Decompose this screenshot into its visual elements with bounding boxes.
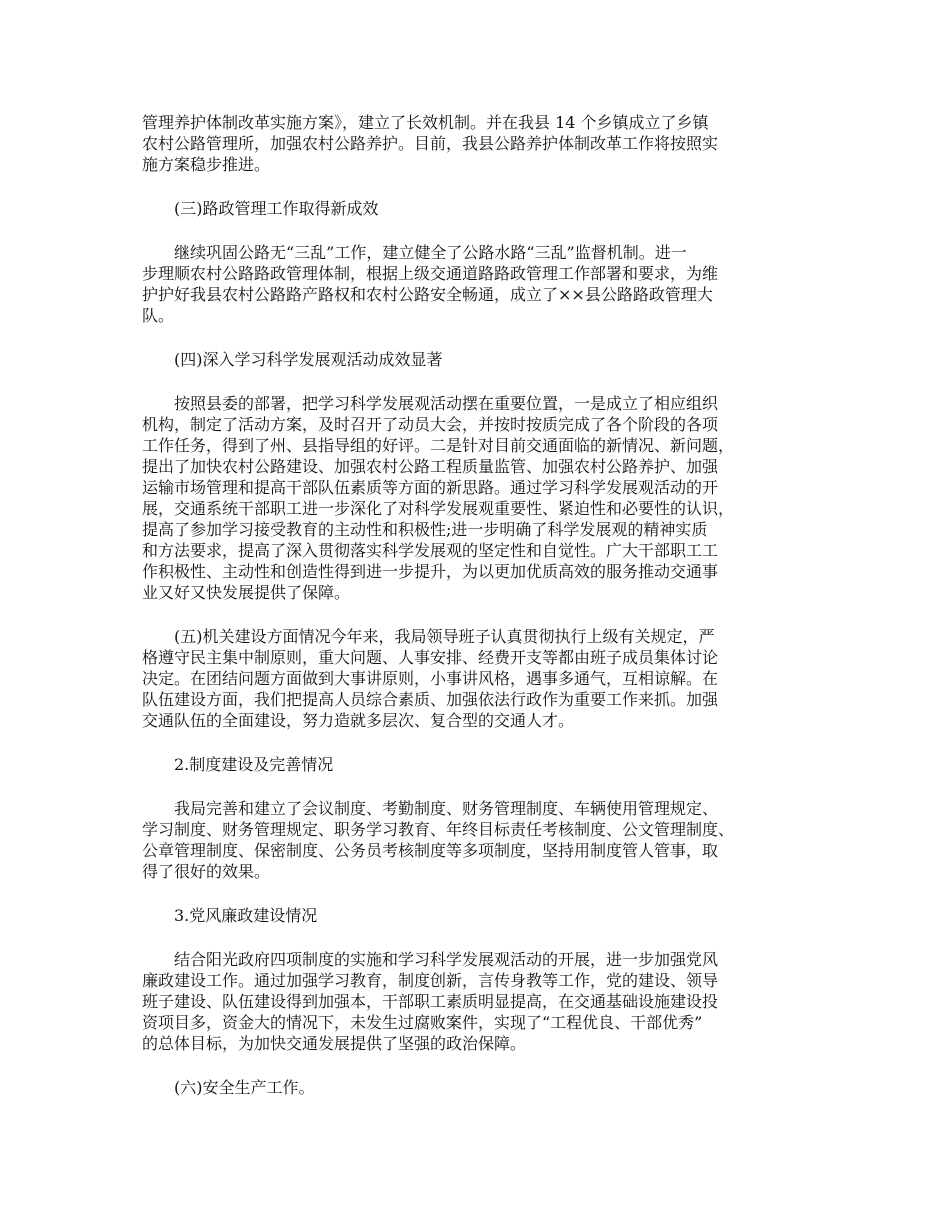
text-line: 队伍建设方面，我们把提高人员综合素质、加强依法行政作为重要工作来抓。加强: [142, 690, 719, 709]
section-heading-3: [142, 198, 822, 219]
text-line: 结合阳光政府四项制度的实施和学习科学发展观活动的开展，进一步加强党风: [174, 950, 719, 969]
heading-text: 2.制度建设及完善情况: [174, 755, 334, 774]
text-line: (五)机关建设方面情况今年来，我局领导班子认真贯彻执行上级有关规定，严: [174, 627, 715, 646]
text-line: 施方案稳步推进。: [142, 155, 271, 174]
text-line: 展，交通系统干部职工进一步深化了对科学发展观重要性、紧迫性和必要性的认识，: [142, 499, 735, 518]
heading-text: (六)安全生产工作。: [174, 1078, 315, 1097]
text-line: 作积极性、主动性和创造性得到进一步提升，为以更加优质高效的服务推动交通事: [142, 562, 719, 581]
text-line: 农村公路管理所，加强农村公路养护。目前，我县公路养护体制改革工作将按照实: [142, 134, 719, 153]
text-line: 队。: [142, 306, 175, 325]
paragraph-road-admin: [142, 242, 822, 326]
paragraph-1: [142, 112, 822, 175]
text-line: 提出了加快农村公路建设、加强农村公路工程质量监管、加强农村公路养护、加强: [142, 457, 719, 476]
section-heading-4: [142, 349, 822, 370]
paragraph-organ-building: [142, 626, 822, 731]
text-line: 按照县委的部署，把学习科学发展观活动摆在重要位置，一是成立了相应组织: [174, 394, 719, 413]
text-line: 管理养护体制改革实施方案》，建立了长效机制。并在我县 14 个乡镇成立了乡镇: [142, 113, 709, 132]
text-line: 班子建设、队伍建设得到加强本，干部职工素质明显提高，在交通基础设施建设投: [142, 992, 719, 1011]
text-line: 护护好我县农村公路路产路权和农村公路安全畅通，成立了××县公路路政管理大: [142, 285, 713, 304]
text-line: 学习制度、财务管理规定、职务学习教育、年终目标责任考核制度、公文管理制度、: [142, 820, 735, 839]
heading-text: (三)路政管理工作取得新成效: [174, 199, 379, 218]
text-line: 继续巩固公路无“三乱”工作，建立健全了公路水路“三乱”监督机制。进一: [174, 243, 687, 262]
document-page: [142, 112, 822, 1121]
text-line: 我局完善和建立了会议制度、考勤制度、财务管理制度、车辆使用管理规定、: [174, 799, 719, 818]
paragraph-system: [142, 798, 822, 882]
text-line: 和方法要求，提高了深入贯彻落实科学发展观的坚定性和自觉性。广大干部职工工: [142, 541, 719, 560]
heading-text: (四)深入学习科学发展观活动成效显著: [174, 350, 443, 369]
paragraph-study: [142, 393, 822, 603]
text-line: 得了很好的效果。: [142, 862, 271, 881]
text-line: 业又好又快发展提供了保障。: [142, 583, 351, 602]
section-heading-integrity: [142, 905, 822, 926]
text-line: 步理顺农村公路路政管理体制，根据上级交通道路路政管理工作部署和要求，为维: [142, 264, 719, 283]
text-line: 交通队伍的全面建设，努力造就多层次、复合型的交通人才。: [142, 711, 575, 730]
text-line: 廉政建设工作。通过加强学习教育，制度创新，言传身教等工作，党的建设、领导: [142, 971, 719, 990]
heading-text: 3.党风廉政建设情况: [174, 906, 318, 925]
text-line: 工作任务，得到了州、县指导组的好评。二是针对目前交通面临的新情况、新问题，: [142, 436, 735, 455]
section-heading-6: [142, 1077, 822, 1098]
section-heading-system: [142, 754, 822, 775]
text-line: 公章管理制度、保密制度、公务员考核制度等多项制度，坚持用制度管人管事，取: [142, 841, 719, 860]
text-line: 机构，制定了活动方案，及时召开了动员大会，并按时按质完成了各个阶段的各项: [142, 415, 719, 434]
text-line: 的总体目标，为加快交通发展提供了坚强的政治保障。: [142, 1034, 527, 1053]
text-line: 决定。在团结问题方面做到大事讲原则，小事讲风格，遇事多通气，互相谅解。在: [142, 669, 719, 688]
text-line: 格遵守民主集中制原则，重大问题、人事安排、经费开支等都由班子成员集体讨论: [142, 648, 719, 667]
text-line: 提高了参加学习接受教育的主动性和积极性;进一步明确了科学发展观的精神实质: [142, 520, 708, 539]
paragraph-integrity: [142, 949, 822, 1054]
text-line: 资项目多，资金大的情况下，未发生过腐败案件，实现了“工程优良、干部优秀”: [142, 1013, 703, 1032]
text-line: 运输市场管理和提高干部队伍素质等方面的新思路。通过学习科学发展观活动的开: [142, 478, 719, 497]
